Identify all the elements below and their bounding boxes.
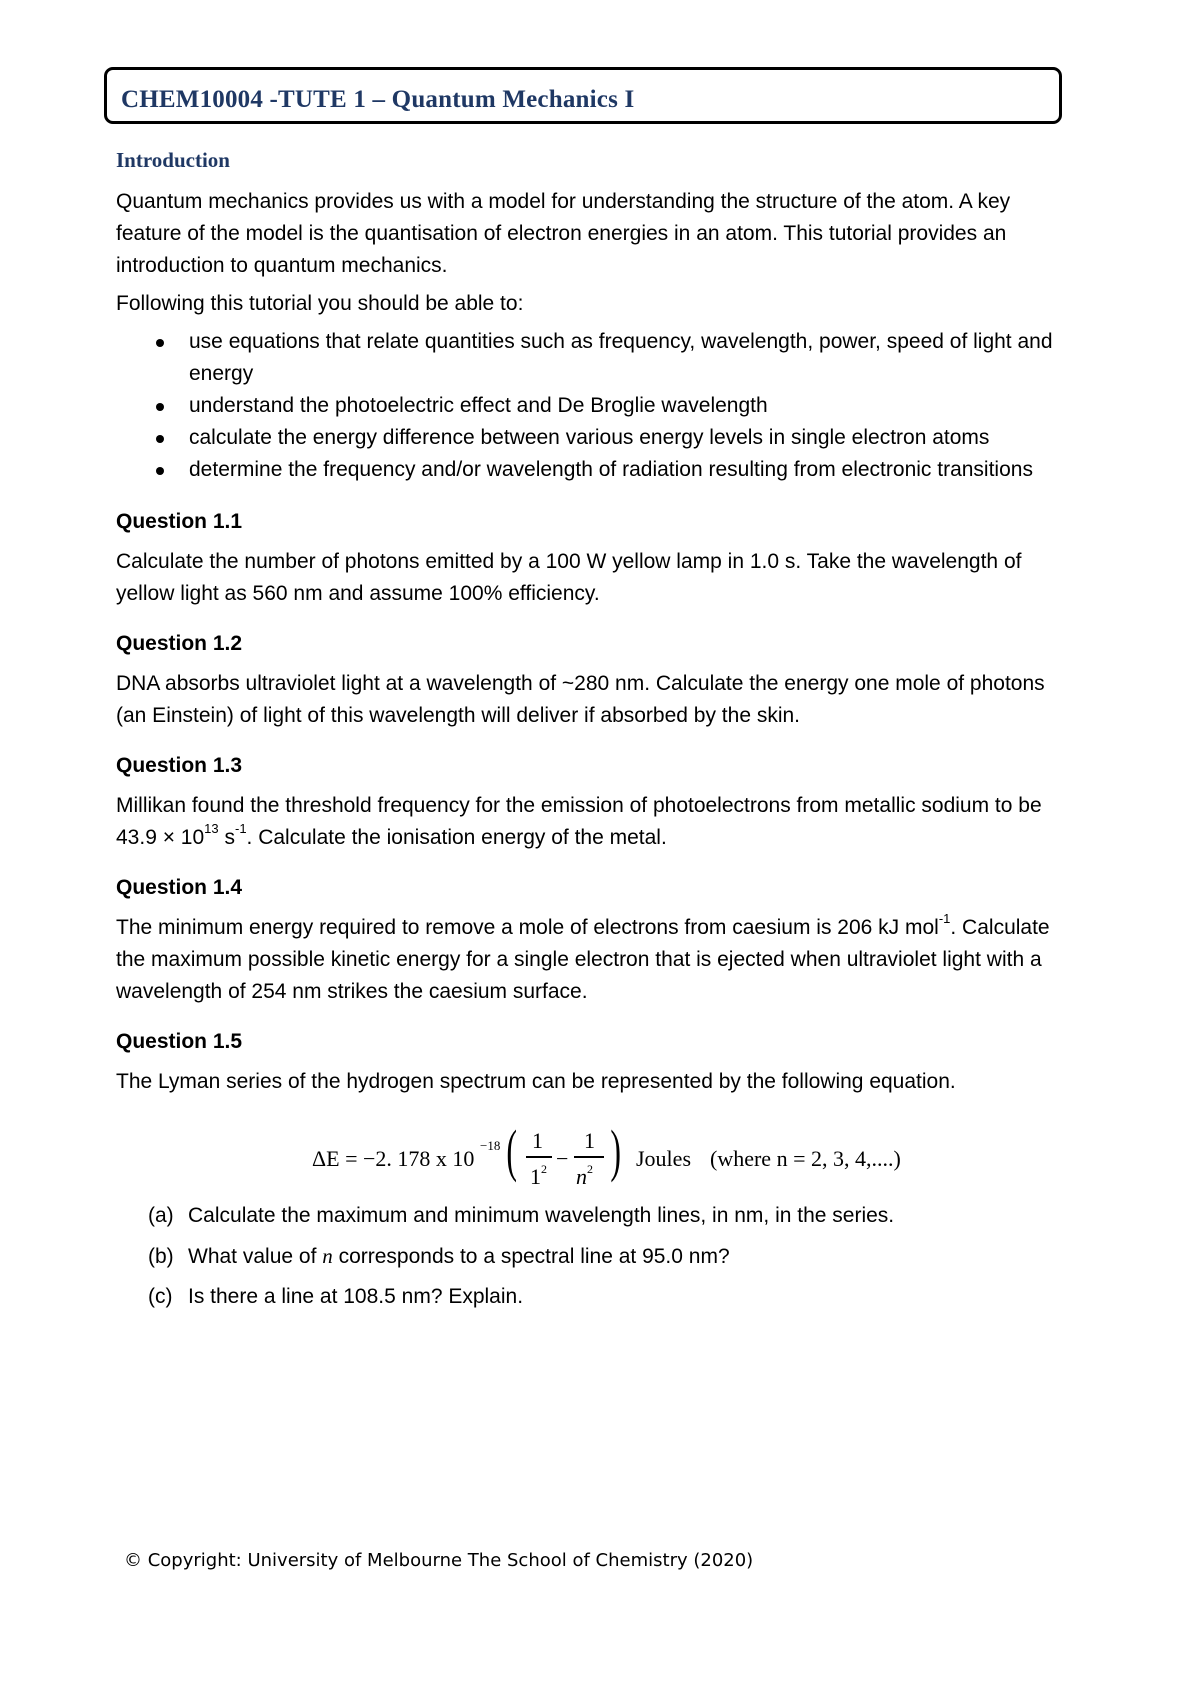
equation-exponent: −18 xyxy=(480,1138,501,1153)
copyright-footer: © Copyright: University of Melbourne The School of Chemistry (2020) xyxy=(124,1550,754,1571)
question-1-4-title: Question 1.4 xyxy=(116,876,243,899)
question-1-4-text xyxy=(116,912,1126,1008)
bullet-icon xyxy=(156,467,164,475)
frac1-numerator: 1 xyxy=(532,1128,543,1153)
question-line: Millikan found the threshold frequency for the emission of photoelectrons from metallic sodium to be xyxy=(116,794,1042,817)
intro-line: Quantum mechanics provides us with a model for understanding the structure of the atom. A key xyxy=(116,190,1011,213)
list-item: calculate the energy difference between various energy levels in single electron atoms xyxy=(116,422,1126,454)
question-line: (an Einstein) of light of this wavelength will deliver if absorbed by the skin. xyxy=(116,704,801,727)
list-item: use equations that relate quantities such as frequency, wavelength, power, speed of light and xyxy=(116,326,1126,358)
equation-where: (where n = 2, 3, 4,....) xyxy=(710,1146,901,1171)
frac2-denominator: $n^2$ xyxy=(576,1161,593,1189)
question-line: The minimum energy required to remove a mole of electrons from caesium is 206 kJ mol$^{-1}$. Calculate xyxy=(116,911,1050,939)
question-1-5-title: Question 1.5 xyxy=(116,1030,243,1053)
intro-line: introduction to quantum mechanics. xyxy=(116,254,448,277)
question-line: wavelength of 254 nm strikes the caesium surface. xyxy=(116,980,588,1003)
intro-heading: Introduction xyxy=(116,148,230,172)
list-item: understand the photoelectric effect and De Broglie wavelength xyxy=(116,390,1126,422)
list-item: (b) What value of n corresponds to a spectral line at 95.0 nm? xyxy=(148,1244,730,1268)
bullet-icon xyxy=(156,435,164,443)
title-box xyxy=(104,67,1062,124)
following-text: Following this tutorial you should be able to: xyxy=(116,292,524,315)
question-1-2-title: Question 1.2 xyxy=(116,632,243,655)
question-1-1-title: Question 1.1 xyxy=(116,510,243,533)
question-line: $43.9 \times 10^{13}$ $s^{-1}$. Calculate the ionisation energy of the metal. xyxy=(116,821,667,849)
list-item: determine the frequency and/or wavelength of radiation resulting from electronic transitions xyxy=(116,454,1126,486)
lyman-equation xyxy=(312,1120,932,1200)
list-item-continuation: energy xyxy=(189,362,254,385)
question-1-3-title: Question 1.3 xyxy=(116,754,243,777)
question-line: yellow light as 560 nm and assume 100% efficiency. xyxy=(116,582,600,605)
frac1-denominator: $1^2$ xyxy=(530,1161,547,1189)
question-1-1-text xyxy=(116,546,1126,610)
question-1-5-parts xyxy=(148,1196,1128,1317)
equation-lhs: ΔE = −2. 178 x 10 xyxy=(312,1146,475,1171)
question-line: the maximum possible kinetic energy for a single electron that is ejected when ultraviolet light with a xyxy=(116,948,1042,971)
intro-paragraph xyxy=(116,186,1126,282)
frac1-line xyxy=(526,1156,552,1158)
question-line: Calculate the number of photons emitted by a 100 W yellow lamp in 1.0 s. Take the wavelength of xyxy=(116,550,1022,573)
question-line: DNA absorbs ultraviolet light at a wavelength of ~280 nm. Calculate the energy one mole of photons xyxy=(116,672,1045,695)
question-1-5-text: The Lyman series of the hydrogen spectrum can be represented by the following equation. xyxy=(116,1070,956,1093)
frac2-numerator: 1 xyxy=(584,1128,595,1153)
equation-unit: Joules xyxy=(636,1146,691,1171)
bullet-icon xyxy=(156,339,164,347)
frac2-line xyxy=(574,1156,604,1158)
intro-line: feature of the model is the quantisation of electron energies in an atom. This tutorial provides an xyxy=(116,222,1007,245)
objectives-list xyxy=(116,326,1126,486)
question-1-2-text xyxy=(116,668,1126,732)
page-title: CHEM10004 -TUTE 1 – Quantum Mechanics I xyxy=(121,86,635,113)
bullet-icon xyxy=(156,403,164,411)
left-paren: ( xyxy=(506,1118,517,1183)
equation-minus: − xyxy=(556,1146,569,1171)
right-paren: ) xyxy=(610,1118,621,1183)
list-item: (c) Is there a line at 108.5 nm? Explain. xyxy=(148,1285,524,1308)
list-item: (a) Calculate the maximum and minimum wavelength lines, in nm, in the series. xyxy=(148,1204,895,1227)
question-1-3-text xyxy=(116,790,1126,854)
